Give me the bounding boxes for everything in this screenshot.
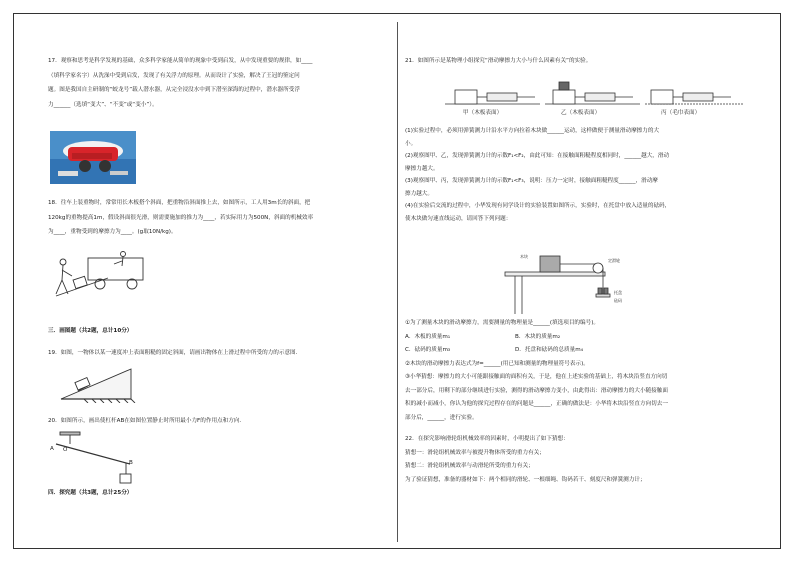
section-3-heading: 三．画图题（共2题，总计10分） [48, 328, 133, 334]
question-17 [48, 58, 388, 109]
caption-bing: 丙（毛巾表面） [661, 110, 701, 116]
pulley-apparatus-figure [500, 246, 650, 316]
label-tray: 托盘 [614, 290, 622, 295]
label-block: 木块 [520, 254, 528, 259]
lever-figure [50, 430, 140, 490]
q17-line2: （填科学家名字）从洗澡中受到启发，发现了有关浮力的原理。从而设计了实验，解决了王冠的鉴定问 [48, 72, 300, 79]
option-b: B．木块的质量m₂ [515, 333, 561, 340]
question-19: 19．如图，一物体以某一速度冲上表面粗糙的固定斜面，请画出物体在上滑过程中所受的力的示意图． [48, 350, 302, 356]
truck-ramp-figure [48, 250, 148, 302]
q17-line4: 力______（选填“变大”、“不变”或“变小”）。 [48, 101, 158, 108]
label-pulley: 定滑轮 [608, 258, 620, 263]
section-4-heading: 四．探究题（共3题，总计25分） [48, 490, 133, 496]
column-divider [397, 22, 398, 542]
q18-line3: 为____，重物受到的摩擦力为____。(g取10N/kg)。 [48, 229, 177, 236]
question-21 [405, 58, 760, 66]
lever-label-o: O [63, 447, 68, 453]
incline-figure [56, 363, 136, 403]
option-d: D．托盘和砝码的总质量m₄ [515, 347, 583, 354]
label-weights: 砝码 [614, 298, 622, 303]
lever-label-a: A [50, 446, 54, 452]
q17-line3: 题。图是我国自主研制的“蛟龙号”载人潜水器，从完全浸没水中到下潜至深海的过程中，潜水器所受浮 [48, 87, 300, 94]
friction-setup-figure [445, 76, 745, 120]
q21-parts: (1)实验过程中，必须用弹簧测力计沿水平方向拉着木块做______运动，这样做便于测量滑动摩擦力的大 小。 (2)观察图甲、乙，发现弹簧测力计的示数F₁<F₂，由此可知：在接触面粗糙程度相同时，______越大，滑动 摩擦力越大。 (3)观察图甲、丙，发现弹簧测力计的示数F₁<F₃，说明：压力一定时，接触面粗糙程度______，滑动摩 擦力越大。 (4)在实验后交流的过程中，小华发现有同学设计的实验装置如图所示，实验时，在托盘中放入适量的砝码， 使木块做匀速直线运动，请回答下列问题： [405, 128, 671, 222]
q17-line1: 17．观察和思考是科学发现的基础，众多科学家能从简单的现象中受到启发，从中发现重要的规律，如____ [48, 58, 313, 64]
question-18 [48, 200, 388, 237]
q21-line1: 21．如图所示是某物理小组探究“滑动摩擦力大小与什么因素有关”的实验。 [405, 58, 592, 64]
question-22: 22．在探究影响滑轮组机械效率的因素时，小明提出了如下猜想： 猜想一：滑轮组机械效率与被提升物体所受的重力有关； 猜想二：滑轮组机械效率与动滑轮所受的重力有关； 为了验证猜想，准备的器材如下：两个相同的滑轮、一根细绳、钩码若干、刻度尺和弹簧测力计； [405, 436, 646, 483]
q18-line2: 120kg的重物提高1m，假设斜面很光滑，则需要施加的推力为____，若实际用力为500N，斜面的机械效率 [48, 214, 314, 221]
jiaolong-submersible-image [50, 131, 136, 184]
lever-label-b: B [129, 460, 133, 466]
caption-jia: 甲（木板表面） [463, 110, 503, 116]
q18-line1: 18．往车上装重物时，常常用长木板搭个斜面，把重物沿斜面推上去，如图所示，工人用3m长的斜面，把 [48, 200, 311, 206]
option-c: C．砝码的质量m₃ [405, 347, 451, 354]
option-a: A．木板的质量m₁ [405, 333, 451, 340]
caption-yi: 乙（木板表面） [561, 110, 601, 116]
question-20: 20．如图所示，画出使杠杆AB在如图位置静止时所用最小力F的作用点和方向． [48, 418, 246, 424]
q21-subparts: ①为了测量木块的滑动摩擦力，需要测量的物理量是______(填选项目的编号)。 A．木板的质量m₁ B．木块的质量m₂ C．砝码的质量m₃ D．托盘和砝码的总质量m₄ ②木块的滑动摩擦力表达式为f=______(用已知和测量的物理量符号表示)。 ③小华猜想：摩擦力的大小可能跟接触面的面积有关，于是，他在上述实验的基础上，将木块沿竖直方向切 去一部分后，用剩下的部分继续进行实验，测得的滑动摩擦力变小，由此得出：滑动摩擦力的大小随接触面 积的减小而减小，你认为他的探究过程存在的问题是______，正确的做法是：小华将木块沿竖直方向切去一 部分后，______，进行实验。 [405, 320, 668, 421]
